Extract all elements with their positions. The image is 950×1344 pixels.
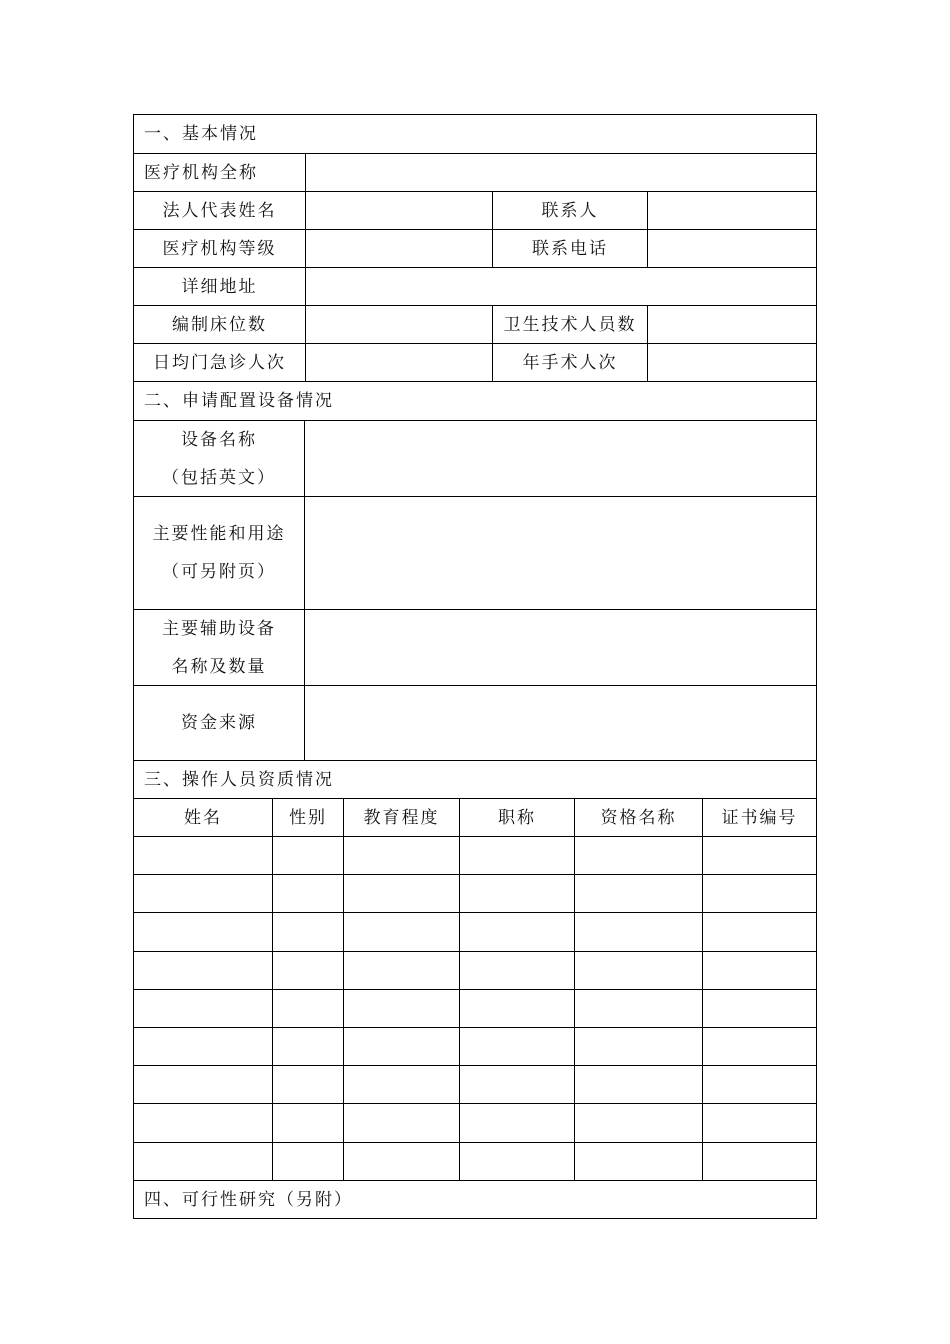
staff-cell-qualification[interactable] — [575, 837, 703, 875]
staff-cell-title[interactable] — [460, 1066, 575, 1104]
staff-cell-certificate-no[interactable] — [703, 952, 816, 990]
aux-equipment-label-line2: 名称及数量 — [171, 656, 267, 677]
funding-field[interactable] — [305, 686, 816, 761]
aux-equipment-label-line1: 主要辅助设备 — [162, 618, 276, 639]
performance-field[interactable] — [305, 497, 816, 610]
column-header-name: 姓名 — [134, 799, 273, 837]
performance-label-line1: 主要性能和用途 — [152, 524, 286, 544]
staff-cell-certificate-no[interactable] — [703, 1028, 816, 1066]
section4-title: 四、可行性研究（另附） — [144, 1189, 353, 1210]
staff-cell-certificate-no[interactable] — [703, 1066, 816, 1104]
staff-cell-certificate-no[interactable] — [703, 913, 816, 951]
staff-cell-education[interactable] — [344, 1028, 460, 1066]
staff-cell-title[interactable] — [460, 837, 575, 875]
staff-cell-name[interactable] — [134, 837, 273, 875]
staff-cell-education[interactable] — [344, 1143, 460, 1181]
funding-label: 资金来源 — [134, 686, 305, 761]
legal-rep-field[interactable] — [306, 192, 493, 230]
staff-cell-name[interactable] — [134, 990, 273, 1028]
surgeries-label: 年手术人次 — [493, 344, 648, 382]
staff-cell-gender[interactable] — [273, 1028, 344, 1066]
device-name-label-line1: 设备名称 — [181, 429, 257, 450]
staff-cell-certificate-no[interactable] — [703, 875, 816, 913]
aux-equipment-label — [134, 610, 305, 686]
contact-label: 联系人 — [493, 192, 648, 230]
surgeries-field[interactable] — [648, 344, 816, 382]
staff-cell-name[interactable] — [134, 1066, 273, 1104]
contact-field[interactable] — [648, 192, 816, 230]
staff-cell-title[interactable] — [460, 875, 575, 913]
address-label: 详细地址 — [134, 268, 306, 306]
staff-cell-certificate-no[interactable] — [703, 837, 816, 875]
staff-cell-gender[interactable] — [273, 875, 344, 913]
staff-cell-gender[interactable] — [273, 990, 344, 1028]
staff-cell-education[interactable] — [344, 875, 460, 913]
staff-cell-qualification[interactable] — [575, 913, 703, 951]
staff-cell-qualification[interactable] — [575, 1143, 703, 1181]
staff-cell-gender[interactable] — [273, 913, 344, 951]
staff-cell-qualification[interactable] — [575, 1066, 703, 1104]
staff-cell-education[interactable] — [344, 1066, 460, 1104]
tech-staff-label: 卫生技术人员数 — [493, 306, 648, 344]
section1-title: 一、基本情况 — [134, 115, 816, 154]
section2-title: 二、申请配置设备情况 — [134, 382, 816, 421]
staff-cell-gender[interactable] — [273, 1143, 344, 1181]
daily-visits-label: 日均门急诊人次 — [134, 344, 306, 382]
beds-field[interactable] — [306, 306, 493, 344]
performance-label-line2: （可另附页） — [162, 562, 276, 582]
section3-title: 三、操作人员资质情况 — [134, 761, 816, 799]
staff-cell-name[interactable] — [134, 1143, 273, 1181]
staff-cell-qualification[interactable] — [575, 990, 703, 1028]
staff-cell-certificate-no[interactable] — [703, 1143, 816, 1181]
staff-cell-name[interactable] — [134, 1104, 273, 1142]
staff-cell-title[interactable] — [460, 990, 575, 1028]
staff-cell-title[interactable] — [460, 913, 575, 951]
column-header-education: 教育程度 — [344, 799, 460, 837]
phone-field[interactable] — [648, 230, 816, 268]
column-header-gender: 性别 — [273, 799, 344, 837]
org-name-field[interactable] — [306, 154, 816, 192]
staff-cell-name[interactable] — [134, 913, 273, 951]
address-field[interactable] — [306, 268, 816, 306]
staff-cell-education[interactable] — [344, 952, 460, 990]
level-label: 医疗机构等级 — [134, 230, 306, 268]
org-name-label: 医疗机构全称 — [134, 154, 306, 192]
device-name-label-line2: （包括英文） — [162, 467, 276, 488]
beds-label: 编制床位数 — [134, 306, 306, 344]
legal-rep-label: 法人代表姓名 — [134, 192, 306, 230]
staff-cell-title[interactable] — [460, 952, 575, 990]
aux-equipment-field[interactable] — [305, 610, 816, 686]
daily-visits-field[interactable] — [306, 344, 493, 382]
level-field[interactable] — [306, 230, 493, 268]
staff-cell-title[interactable] — [460, 1104, 575, 1142]
device-name-label — [134, 421, 305, 497]
staff-cell-education[interactable] — [344, 990, 460, 1028]
staff-cell-qualification[interactable] — [575, 952, 703, 990]
staff-cell-qualification[interactable] — [575, 1028, 703, 1066]
staff-cell-gender[interactable] — [273, 837, 344, 875]
staff-cell-title[interactable] — [460, 1028, 575, 1066]
staff-cell-gender[interactable] — [273, 1104, 344, 1142]
staff-cell-certificate-no[interactable] — [703, 1104, 816, 1142]
staff-cell-qualification[interactable] — [575, 1104, 703, 1142]
staff-cell-certificate-no[interactable] — [703, 990, 816, 1028]
staff-cell-education[interactable] — [344, 837, 460, 875]
staff-cell-qualification[interactable] — [575, 875, 703, 913]
device-name-field[interactable] — [305, 421, 816, 497]
column-header-title: 职称 — [460, 799, 575, 837]
staff-cell-education[interactable] — [344, 1104, 460, 1142]
staff-cell-gender[interactable] — [273, 952, 344, 990]
application-form-table — [133, 114, 817, 1219]
column-header-qualification: 资格名称 — [575, 799, 703, 837]
phone-label: 联系电话 — [493, 230, 648, 268]
staff-cell-gender[interactable] — [273, 1066, 344, 1104]
tech-staff-field[interactable] — [648, 306, 816, 344]
staff-cell-name[interactable] — [134, 952, 273, 990]
staff-cell-education[interactable] — [344, 913, 460, 951]
staff-cell-title[interactable] — [460, 1143, 575, 1181]
staff-cell-name[interactable] — [134, 1028, 273, 1066]
performance-label — [134, 497, 305, 610]
column-header-certificate-no: 证书编号 — [703, 799, 816, 837]
staff-cell-name[interactable] — [134, 875, 273, 913]
